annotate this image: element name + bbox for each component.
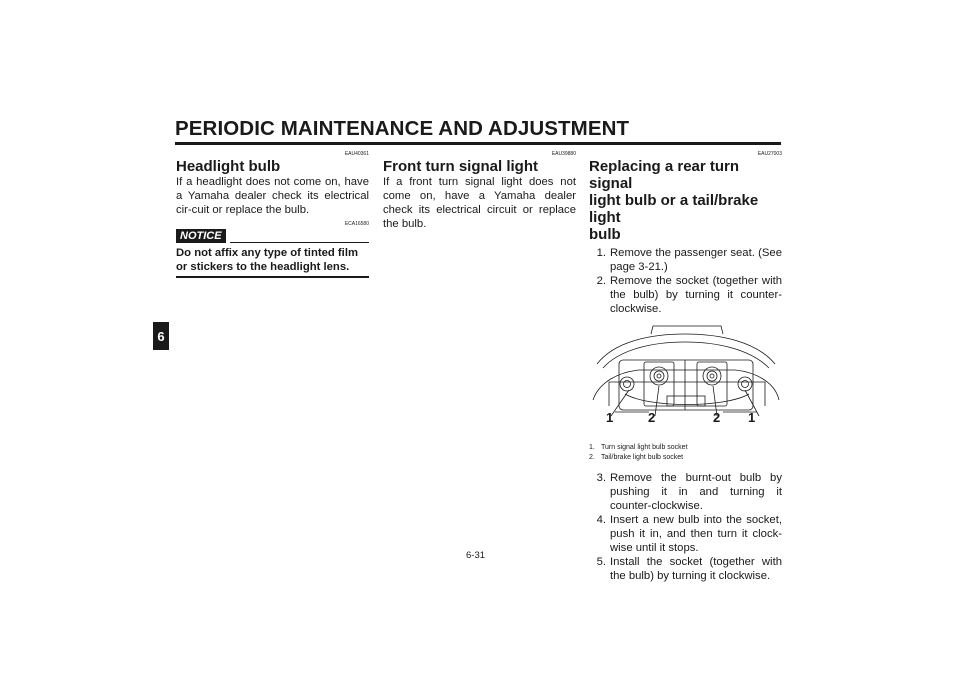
step-item (589, 555, 782, 583)
step-text: Install the socket (together with the bulb) by turning it clockwise. (610, 556, 782, 582)
front-turn-signal-section (383, 151, 576, 231)
rear-turn-signal-section (589, 151, 782, 583)
figure-label: 1 (748, 410, 756, 425)
step-item (589, 246, 782, 274)
figure-label: 2 (648, 410, 656, 425)
steps-list (589, 471, 782, 583)
rear-light-socket-illustration (589, 320, 782, 438)
notice-rule (230, 242, 369, 243)
step-number: 5. (596, 556, 606, 568)
section-body: If a headlight does not come on, have a Yamaha dealer check its electrical cir-cuit or replace the bulb. (176, 176, 369, 216)
step-number: 2. (596, 275, 606, 287)
step-text: Remove the passenger seat. (See page 3-21.) (610, 247, 782, 273)
notice-badge: NOTICE (176, 229, 226, 243)
section-title: Headlight bulb (176, 158, 281, 175)
step-item (589, 274, 782, 316)
step-item (589, 513, 782, 555)
caption-number: 2. (589, 454, 595, 461)
step-number: 4. (596, 514, 606, 526)
figure-caption (589, 443, 782, 453)
figure-caption (589, 453, 782, 463)
step-number: 3. (596, 472, 606, 484)
caption-number: 1. (589, 444, 595, 451)
caption-text: Tail/brake light bulb socket (601, 454, 684, 461)
steps-list (589, 246, 782, 316)
figure-label: 1 (606, 410, 614, 425)
headlight-section (176, 151, 369, 278)
section-title-line: bulb (589, 226, 621, 243)
step-number: 1. (596, 247, 606, 259)
step-text: Remove the burnt-out bulb by pushing it in and turning it counter-clockwise. (610, 472, 782, 512)
section-title (589, 158, 782, 243)
chapter-tab: 6 (153, 322, 169, 350)
caption-text: Turn signal light bulb socket (601, 444, 688, 451)
section-title-line: light bulb or a tail/brake light (589, 192, 759, 226)
ref-code: EAU40361 (344, 151, 369, 157)
page-number: 6-31 (466, 550, 486, 561)
header-rule (175, 142, 781, 145)
notice-end-rule (176, 276, 369, 278)
step-text: Insert a new bulb into the socket, push it in, and then turn it clock-wise until it stops. (610, 514, 782, 554)
section-body: If a front turn signal light does not come on, have a Yamaha dealer check its electrical circuit or replace the bulb. (383, 176, 576, 230)
ref-code: EAU39880 (551, 151, 576, 157)
section-title: Front turn signal light (383, 158, 538, 175)
page-header-title: PERIODIC MAINTENANCE AND ADJUSTMENT (175, 117, 630, 140)
notice-header (176, 229, 369, 243)
section-title-line: Replacing a rear turn signal (589, 158, 740, 192)
step-item (589, 471, 782, 513)
figure-label: 2 (713, 410, 721, 425)
notice-text: Do not affix any type of tinted film or stickers to the headlight lens. (176, 247, 359, 273)
ref-code: EAU27003 (757, 151, 782, 157)
step-text: Remove the socket (together with the bulb) by turning it counter-clockwise. (610, 275, 782, 315)
notice-ref-code: ECA16580 (344, 221, 369, 227)
